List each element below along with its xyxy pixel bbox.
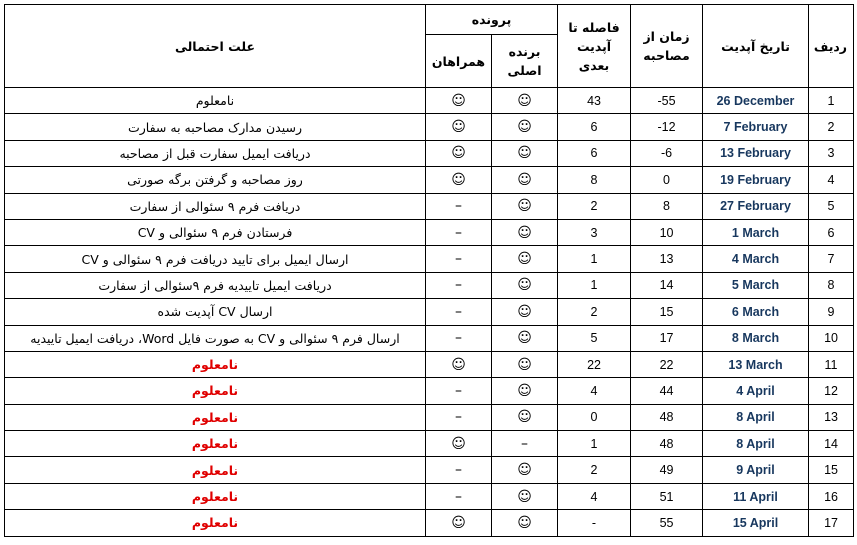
probable-cause-cell: دریافت فرم ۹ سئوالی از سفارت xyxy=(5,193,426,219)
time-to-interview-cell: 48 xyxy=(631,431,703,457)
update-date-cell: 13 February xyxy=(703,140,809,166)
gap-to-next-cell: 2 xyxy=(558,457,631,483)
table-row xyxy=(5,510,854,536)
row-number-cell: 9 xyxy=(809,299,854,325)
update-date-cell: 7 February xyxy=(703,114,809,140)
table-row xyxy=(5,167,854,193)
time-to-interview-cell: -55 xyxy=(631,88,703,114)
header-gap-to-next: فاصله تا آپدیت بعدی xyxy=(558,5,631,88)
row-number-cell: 3 xyxy=(809,140,854,166)
main-winner-cell: ☺ xyxy=(492,351,558,377)
row-number-cell: 13 xyxy=(809,404,854,430)
table-row xyxy=(5,483,854,509)
row-number-cell: 5 xyxy=(809,193,854,219)
probable-cause-cell: فرستادن فرم ۹ سئوالی و CV xyxy=(5,219,426,245)
update-date-cell: 5 March xyxy=(703,272,809,298)
row-number-cell: 15 xyxy=(809,457,854,483)
probable-cause-cell: نامعلوم xyxy=(5,483,426,509)
main-winner-cell: ☺ xyxy=(492,140,558,166)
gap-to-next-cell: 1 xyxy=(558,246,631,272)
time-to-interview-cell: -6 xyxy=(631,140,703,166)
gap-to-next-cell: 6 xyxy=(558,114,631,140)
time-to-interview-cell: 22 xyxy=(631,351,703,377)
table-row xyxy=(5,378,854,404)
probable-cause-cell: رسیدن مدارک مصاحبه به سفارت xyxy=(5,114,426,140)
main-winner-cell: ☺ xyxy=(492,457,558,483)
update-date-cell: 11 April xyxy=(703,483,809,509)
main-winner-cell: ☺ xyxy=(492,167,558,193)
update-date-cell: 15 April xyxy=(703,510,809,536)
companions-cell: – xyxy=(426,404,492,430)
row-number-cell: 14 xyxy=(809,431,854,457)
main-winner-cell: ☺ xyxy=(492,299,558,325)
table-row xyxy=(5,457,854,483)
table-body xyxy=(5,88,854,537)
main-winner-cell: ☺ xyxy=(492,510,558,536)
header-probable-cause: علت احتمالی xyxy=(5,5,426,88)
table-row xyxy=(5,193,854,219)
row-number-cell: 17 xyxy=(809,510,854,536)
time-to-interview-cell: 15 xyxy=(631,299,703,325)
row-number-cell: 10 xyxy=(809,325,854,351)
row-number-cell: 12 xyxy=(809,378,854,404)
probable-cause-cell: دریافت ایمیل تاییدیه فرم ۹سئوالی از سفارت xyxy=(5,272,426,298)
time-to-interview-cell: 13 xyxy=(631,246,703,272)
time-to-interview-cell: 17 xyxy=(631,325,703,351)
header-row-number: ردیف xyxy=(809,5,854,88)
companions-cell: – xyxy=(426,325,492,351)
gap-to-next-cell: 8 xyxy=(558,167,631,193)
gap-to-next-cell: 2 xyxy=(558,299,631,325)
row-number-cell: 7 xyxy=(809,246,854,272)
time-to-interview-cell: 48 xyxy=(631,404,703,430)
update-date-cell: 8 March xyxy=(703,325,809,351)
companions-cell: – xyxy=(426,457,492,483)
probable-cause-cell: نامعلوم xyxy=(5,404,426,430)
probable-cause-cell: روز مصاحبه و گرفتن برگه صورتی xyxy=(5,167,426,193)
update-date-cell: 8 April xyxy=(703,431,809,457)
time-to-interview-cell: 51 xyxy=(631,483,703,509)
table-row xyxy=(5,272,854,298)
probable-cause-cell: دریافت ایمیل سفارت قبل از مصاحبه xyxy=(5,140,426,166)
main-winner-cell: ☺ xyxy=(492,219,558,245)
update-date-cell: 4 March xyxy=(703,246,809,272)
visa-update-table xyxy=(4,4,854,537)
companions-cell: – xyxy=(426,272,492,298)
probable-cause-cell: ارسال CV آپدیت شده xyxy=(5,299,426,325)
probable-cause-cell: نامعلوم xyxy=(5,378,426,404)
time-to-interview-cell: 10 xyxy=(631,219,703,245)
update-date-cell: 1 March xyxy=(703,219,809,245)
row-number-cell: 1 xyxy=(809,88,854,114)
gap-to-next-cell: 1 xyxy=(558,431,631,457)
probable-cause-cell: ارسال فرم ۹ سئوالی و CV به صورت فایل Word، دریافت ایمیل تاییدیه xyxy=(5,325,426,351)
row-number-cell: 11 xyxy=(809,351,854,377)
header-time-to-interview: زمان از مصاحبه xyxy=(631,5,703,88)
companions-cell: – xyxy=(426,246,492,272)
companions-cell: ☺ xyxy=(426,140,492,166)
update-date-cell: 26 December xyxy=(703,88,809,114)
table-row xyxy=(5,219,854,245)
row-number-cell: 16 xyxy=(809,483,854,509)
gap-to-next-cell: 6 xyxy=(558,140,631,166)
row-number-cell: 6 xyxy=(809,219,854,245)
main-winner-cell: ☺ xyxy=(492,246,558,272)
companions-cell: – xyxy=(426,483,492,509)
probable-cause-cell: نامعلوم xyxy=(5,510,426,536)
update-date-cell: 4 April xyxy=(703,378,809,404)
table-row xyxy=(5,431,854,457)
row-number-cell: 2 xyxy=(809,114,854,140)
gap-to-next-cell: 22 xyxy=(558,351,631,377)
update-date-cell: 8 April xyxy=(703,404,809,430)
main-winner-cell: ☺ xyxy=(492,325,558,351)
table-row xyxy=(5,325,854,351)
companions-cell: – xyxy=(426,299,492,325)
header-file-group: پرونده xyxy=(426,5,558,35)
main-winner-cell: ☺ xyxy=(492,88,558,114)
header-main-winner: برنده اصلی xyxy=(492,35,558,88)
update-date-cell: 19 February xyxy=(703,167,809,193)
row-number-cell: 8 xyxy=(809,272,854,298)
companions-cell: ☺ xyxy=(426,510,492,536)
probable-cause-cell: نامعلوم xyxy=(5,88,426,114)
update-date-cell: 6 March xyxy=(703,299,809,325)
table-row xyxy=(5,404,854,430)
gap-to-next-cell: 1 xyxy=(558,272,631,298)
time-to-interview-cell: 49 xyxy=(631,457,703,483)
time-to-interview-cell: 44 xyxy=(631,378,703,404)
main-winner-cell: ☺ xyxy=(492,114,558,140)
gap-to-next-cell: 4 xyxy=(558,378,631,404)
header-companions: همراهان xyxy=(426,35,492,88)
companions-cell: – xyxy=(426,378,492,404)
table-row xyxy=(5,140,854,166)
companions-cell: ☺ xyxy=(426,114,492,140)
time-to-interview-cell: 14 xyxy=(631,272,703,298)
probable-cause-cell: نامعلوم xyxy=(5,431,426,457)
companions-cell: ☺ xyxy=(426,431,492,457)
time-to-interview-cell: 8 xyxy=(631,193,703,219)
main-winner-cell: – xyxy=(492,431,558,457)
companions-cell: – xyxy=(426,219,492,245)
time-to-interview-cell: -12 xyxy=(631,114,703,140)
main-winner-cell: ☺ xyxy=(492,272,558,298)
update-date-cell: 9 April xyxy=(703,457,809,483)
update-date-cell: 13 March xyxy=(703,351,809,377)
companions-cell: ☺ xyxy=(426,351,492,377)
gap-to-next-cell: 0 xyxy=(558,404,631,430)
gap-to-next-cell: 4 xyxy=(558,483,631,509)
time-to-interview-cell: 0 xyxy=(631,167,703,193)
probable-cause-cell: نامعلوم xyxy=(5,457,426,483)
update-date-cell: 27 February xyxy=(703,193,809,219)
main-winner-cell: ☺ xyxy=(492,483,558,509)
main-winner-cell: ☺ xyxy=(492,404,558,430)
table-row xyxy=(5,351,854,377)
gap-to-next-cell: 5 xyxy=(558,325,631,351)
table-row xyxy=(5,299,854,325)
companions-cell: ☺ xyxy=(426,167,492,193)
row-number-cell: 4 xyxy=(809,167,854,193)
companions-cell: – xyxy=(426,193,492,219)
probable-cause-cell: ارسال ایمیل برای تایید دریافت فرم ۹ سئوالی و CV xyxy=(5,246,426,272)
main-winner-cell: ☺ xyxy=(492,193,558,219)
companions-cell: ☺ xyxy=(426,88,492,114)
table-row xyxy=(5,246,854,272)
table-row xyxy=(5,114,854,140)
gap-to-next-cell: 3 xyxy=(558,219,631,245)
header-update-date: تاریخ آپدیت xyxy=(703,5,809,88)
gap-to-next-cell: 2 xyxy=(558,193,631,219)
probable-cause-cell: نامعلوم xyxy=(5,351,426,377)
main-winner-cell: ☺ xyxy=(492,378,558,404)
time-to-interview-cell: 55 xyxy=(631,510,703,536)
gap-to-next-cell: - xyxy=(558,510,631,536)
gap-to-next-cell: 43 xyxy=(558,88,631,114)
table-row xyxy=(5,88,854,114)
